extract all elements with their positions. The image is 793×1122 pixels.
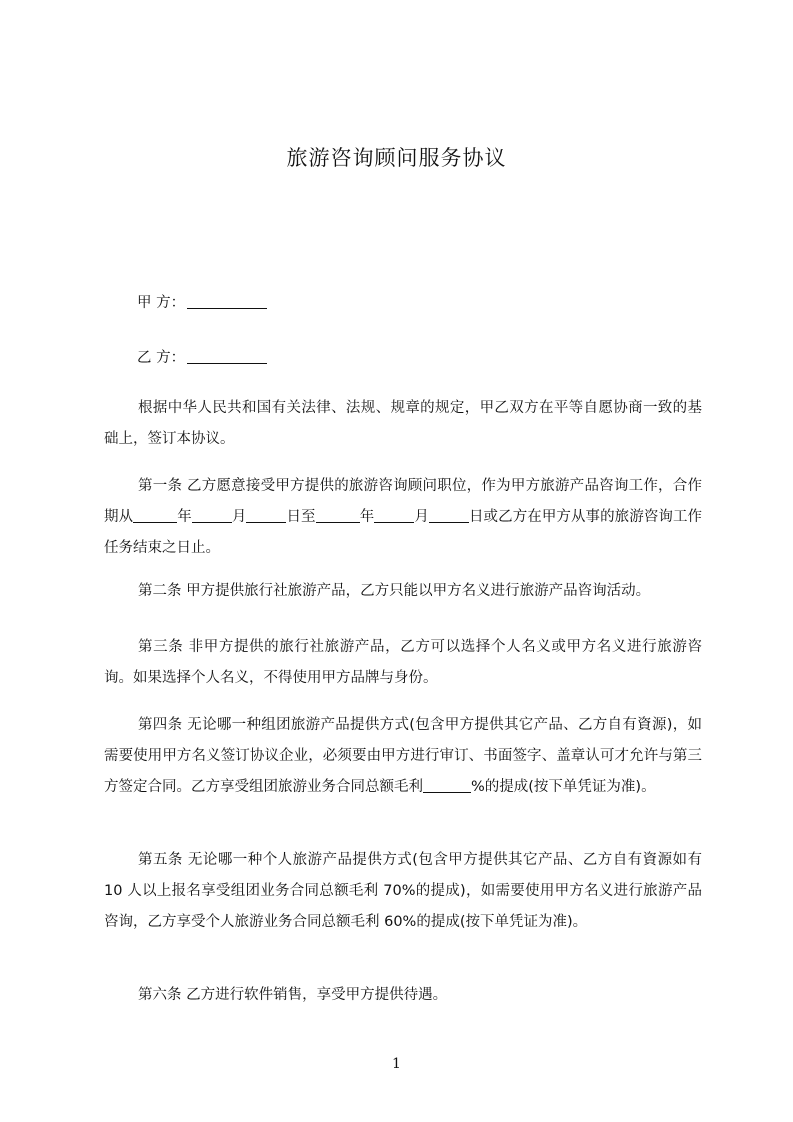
start-month-blank [192, 508, 232, 523]
article-1-head: 第一条 乙方愿意接受甲方提供的旅游咨询顾问职位，作为甲方旅游产品咨询工作，合作期从 [104, 478, 702, 525]
article-2: 第二条 甲方提供旅行社旅游产品，乙方只能以甲方名义进行旅游产品咨询活动。 [138, 583, 651, 599]
end-year-blank [316, 508, 360, 523]
article-4-tail: %的提成(按下单凭证为准)。 [471, 779, 656, 795]
intro-paragraph: 根据中华人民共和国有关法律、法规、规章的规定，甲乙双方在平等自愿协商一致的基础上，签订本协议。 [104, 400, 702, 447]
party-a-blank [187, 294, 267, 309]
party-a-label: 甲 方： [137, 295, 186, 311]
commission-blank [423, 778, 471, 793]
party-b-blank [187, 349, 267, 364]
start-year-blank [133, 508, 177, 523]
party-b-line [137, 346, 267, 367]
article-6: 第六条 乙方进行软件销售，享受甲方提供待遇。 [138, 987, 448, 1003]
start-month-label: 月 [231, 509, 247, 525]
end-month-blank [374, 508, 414, 523]
end-year-label: 年 [359, 509, 375, 525]
page-number: 1 [392, 1056, 401, 1072]
end-day-blank [429, 508, 469, 523]
start-day-blank [246, 508, 286, 523]
document-title: 旅游咨询顾问服务协议 [286, 146, 507, 170]
article-4-head: 第四条 无论哪一种组团旅游产品提供方式(包含甲方提供其它产品、乙方自有資源)，如需要使用甲方名义签订协议企业，必须要由甲方进行审订、书面签字、盖章认可才允许与第三方签定合同。乙方享受组团旅游业务合同总额毛利 [104, 717, 702, 795]
end-month-label: 月 [414, 509, 429, 525]
article-4 [104, 710, 702, 803]
start-year-label: 年 [177, 509, 192, 525]
start-day-to-label: 日至 [286, 509, 316, 525]
party-b-label: 乙 方： [137, 350, 186, 366]
article-3: 第三条 非甲方提供的旅行社旅游产品，乙方可以选择个人名义或甲方名义进行旅游咨询。如果选择个人名义，不得使用甲方品牌与身份。 [104, 639, 702, 686]
article-5: 第五条 无论哪一种个人旅游产品提供方式(包含甲方提供其它产品、乙方自有資源如有 10 人以上报名享受组团业务合同总额毛利 70%的提成)，如需要使用甲方名义进行旅游产品咨询，乙方享受个人旅游业务合同总额毛利 60%的提成(按下单凭证为准)。 [104, 852, 702, 930]
article-1-tail: 日或乙方在甲方从事的旅游咨询工作任务结束之日止。 [104, 509, 703, 556]
party-a-line [137, 291, 267, 312]
article-1 [104, 471, 702, 564]
